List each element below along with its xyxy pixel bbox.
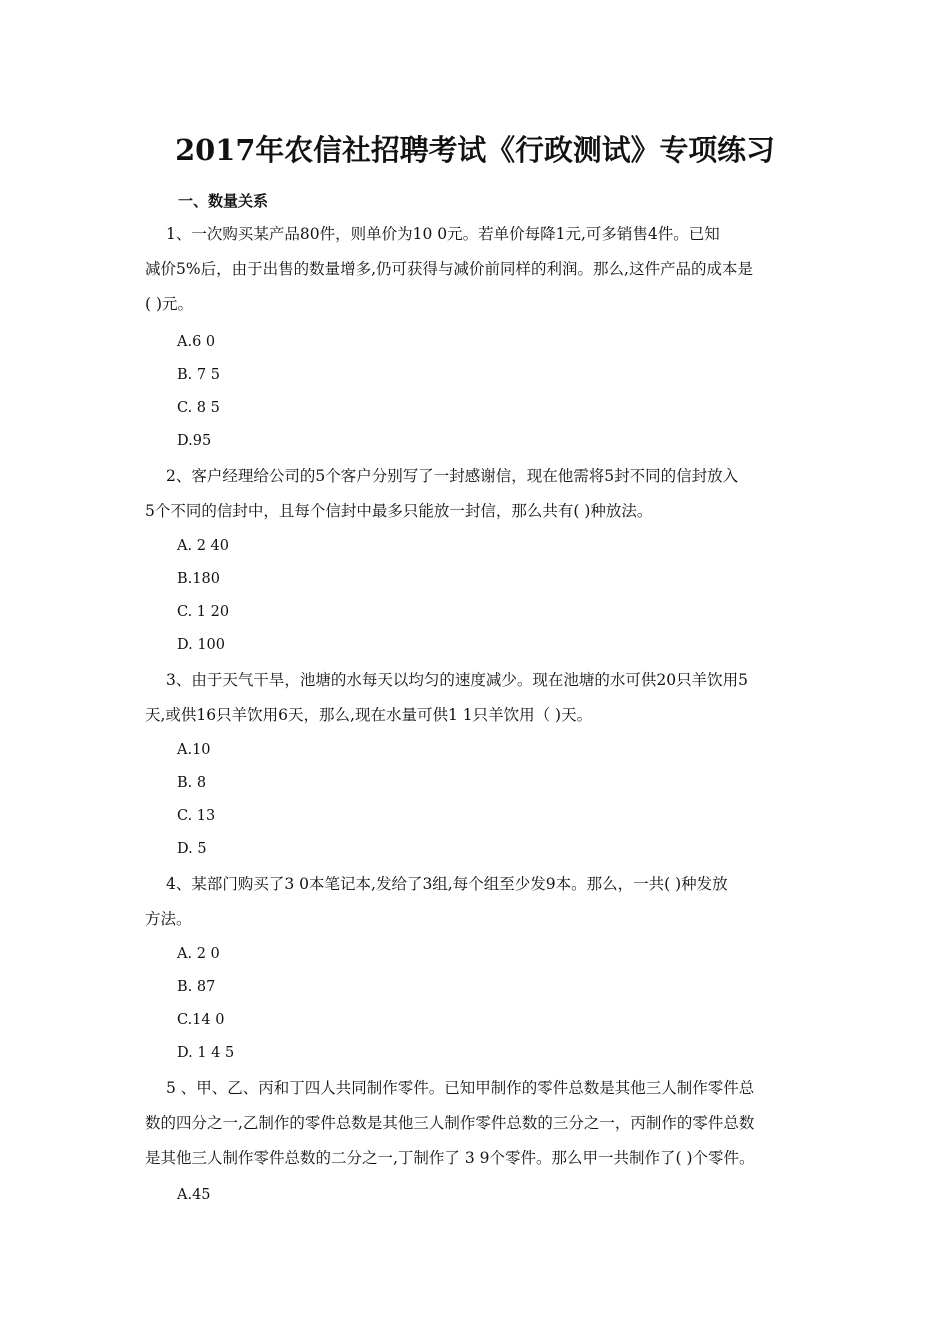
question-1-option-b: B. 7 5 [177, 367, 220, 383]
question-4-line-2: 方法。 [145, 910, 192, 928]
question-2-line-2: 5个不同的信封中，且每个信封中最多只能放一封信，那么共有( )种放法。 [145, 502, 653, 520]
question-2-option-a: A. 2 40 [177, 538, 229, 554]
question-4-option-a: A. 2 0 [177, 946, 220, 962]
question-5-line-2: 数的四分之一,乙制作的零件总数是其他三人制作零件总数的三分之一，丙制作的零件总数 [145, 1114, 755, 1132]
question-3-option-c: C. 13 [177, 808, 216, 824]
question-3-line-1: 3、由于天气干旱，池塘的水每天以均匀的速度减少。现在池塘的水可供20只羊饮用5 [166, 671, 748, 689]
question-4-option-b: B. 87 [177, 979, 216, 995]
question-4-option-c: C.14 0 [177, 1012, 225, 1028]
question-3-option-b: B. 8 [177, 775, 207, 791]
question-5-option-a: A.45 [177, 1187, 211, 1203]
question-2-option-d: D. 100 [177, 637, 226, 653]
question-1-line-3: ( )元。 [145, 295, 194, 313]
question-2-option-c: C. 1 20 [177, 604, 230, 620]
document-title: 2017年农信社招聘考试《行政测试》专项练习 [175, 133, 775, 167]
question-5-line-1: 5 、甲、乙、丙和丁四人共同制作零件。已知甲制作的零件总数是其他三人制作零件总 [166, 1079, 755, 1097]
section-heading: 一、数量关系 [178, 192, 269, 210]
question-2-line-1: 2、客户经理给公司的5个客户分别写了一封感谢信，现在他需将5封不同的信封放入 [166, 467, 739, 485]
question-1-option-d: D.95 [177, 433, 212, 449]
question-4-option-d: D. 1 4 5 [177, 1045, 235, 1061]
question-3-option-d: D. 5 [177, 841, 207, 857]
question-1-option-a: A.6 0 [177, 334, 216, 350]
question-1-option-c: C. 8 5 [177, 400, 220, 416]
question-4-line-1: 4、某部门购买了3 0本笔记本,发给了3组,每个组至少发9本。那么，一共( )种发放 [166, 875, 728, 893]
question-1-line-1: 1、一次购买某产品80件，则单价为10 0元。若单价每降1元,可多销售4件。已知 [166, 225, 720, 243]
question-1-line-2: 减价5%后，由于出售的数量增多,仍可获得与减价前同样的利润。那么,这件产品的成本是 [145, 260, 753, 278]
question-5-line-3: 是其他三人制作零件总数的二分之一,丁制作了 3 9个零件。那么甲一共制作了( )个零件。 [145, 1149, 755, 1167]
question-2-option-b: B.180 [177, 571, 220, 587]
question-3-line-2: 天,或供16只羊饮用6天，那么,现在水量可供1 1只羊饮用（ )天。 [145, 706, 593, 724]
question-3-option-a: A.10 [177, 742, 211, 758]
